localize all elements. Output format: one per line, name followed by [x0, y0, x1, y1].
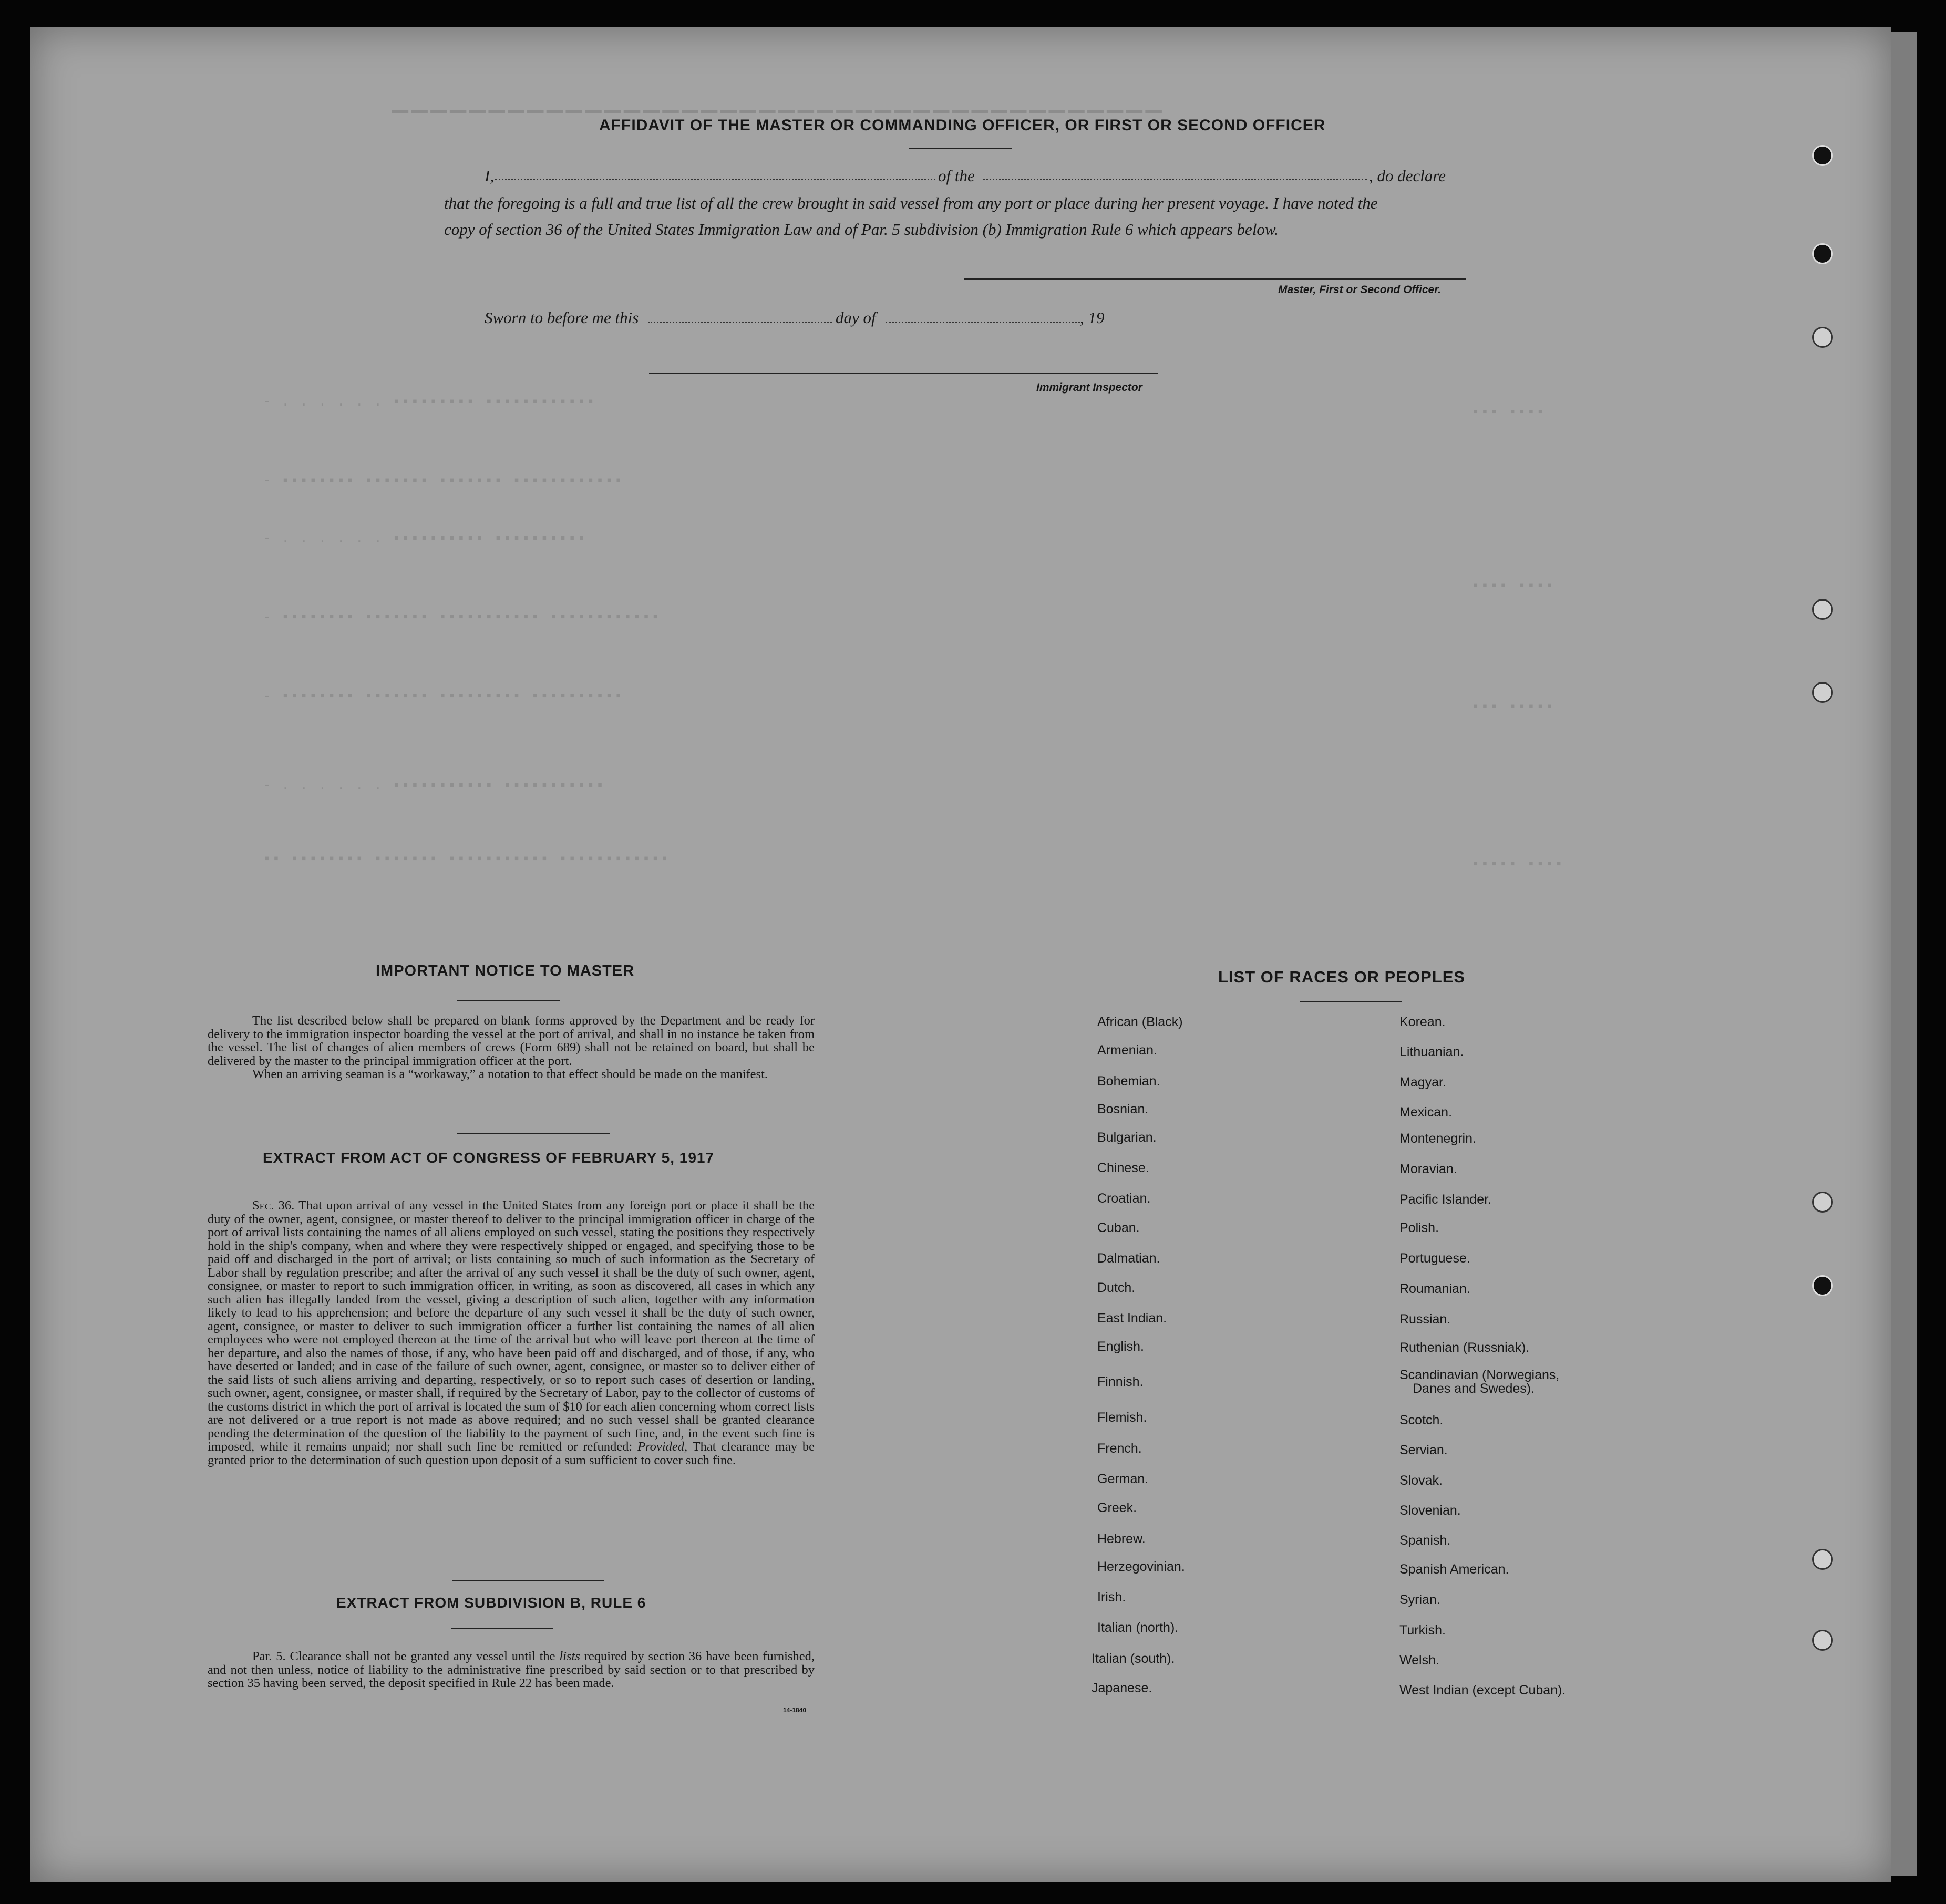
race-item: Montenegrin. — [1399, 1131, 1476, 1146]
binder-hole — [1812, 243, 1833, 264]
bleed-through-heading: ▁▁▁▁▁▁▁▁▁▁▁▁▁▁▁▁▁▁▁▁▁▁▁▁▁▁▁▁▁▁▁▁▁▁▁▁▁▁▁▁ — [389, 90, 1162, 113]
binder-hole — [1812, 682, 1833, 703]
sworn-day-field[interactable] — [648, 322, 832, 323]
provided-word: Provided, — [637, 1440, 688, 1454]
race-item: Bohemian. — [1097, 1074, 1160, 1089]
sec-36-body: That upon arrival of any vessel in the United States from any foreign port or place it shall be the duty of the owner, agent, consignee, or master thereof to deliver to the principal immigration officer in charge of the port of arrival lists containing the names of all aliens employed on such vessel, stating the positions they respectively hold in the ship's company, when and where they were respectively shipped or engaged, and specifying those to be paid off and discharged in the port of arrival; or lists containing so much of such information as the Secretary of Labor shall by regulation prescribe; and after the arrival of any such vessel it shall be the duty of such owner, agent, consignee, or master to report to such immigration officer, in writing, as soon as discovered, all cases in which any such alien has illegally landed from the vessel, giving a description of such alien, together with any information likely to lead to his apprehension; and before the departure of any such vessel it shall be the duty of such owner, agent, consignee, or master to deliver to such immigration officer a further list containing the names of all alien employees who were not employed thereon at the time of the arrival but who will leave port thereon at the time of her departure, and also the names of those, if any, who have been paid off and discharged, and of those, if any, who have deserted or landed; and in case of the failure of such owner, agent, consignee, or master so to deliver either of the said lists of such aliens arriving and departing, respectively, or so to report such cases of desertion or landing, such owner, agent, consignee, or master shall, if required by the Secretary of Labor, pay to the collector of customs of the customs district in which the port of arrival is located the sum of $10 for each alien concerning whom correct lists are not delivered or a true report is not made as above required; and no such vessel shall be granted clearance pending the determination of the question of the liability to the payment of such fine, and, in the event such fine is imposed, while it remains unpaid; nor shall such fine be remitted or refunded: — [208, 1198, 815, 1454]
race-item: East Indian. — [1097, 1311, 1167, 1326]
race-item: Scotch. — [1399, 1413, 1444, 1427]
section-divider — [457, 1133, 610, 1134]
bleed-through-column: ▪▪▪▪ ▪▪▪▪ — [1471, 578, 1555, 594]
binder-hole — [1812, 599, 1833, 620]
notice-body — [208, 1014, 815, 1081]
bleed-through-row: - ▪▪▪▪▪▪▪▪ ▪▪▪▪▪▪▪ ▪▪▪▪▪▪▪▪▪▪▪ ▪▪▪▪▪▪▪▪▪▪▪▪ — [263, 609, 661, 625]
rule-extract-body — [208, 1650, 815, 1690]
race-item: Herzegovinian. — [1097, 1559, 1185, 1574]
notice-paragraph-2: When an arriving seaman is a “workaway,” a notation to that effect should be made on the manifest. — [252, 1067, 768, 1081]
race-item: Scandinavian (Norwegians, — [1399, 1368, 1560, 1382]
year-label: , 19 — [1080, 308, 1105, 327]
notice-paragraph-1: The list described below shall be prepared on blank forms approved by the Department and be ready for delivery to the immigration inspector boarding the vessel at the port of arrival, and shall in no instance be taken from the vessel. The list of changes of alien members of crews (Form 689) shall not be retained on board, but shall be delivered by the master to the principal immigration officer at the port. — [208, 1013, 815, 1068]
rule-paragraph — [208, 1650, 815, 1690]
race-item: West Indian (except Cuban). — [1399, 1683, 1566, 1698]
affidavit-title-underline — [909, 148, 1012, 149]
section-divider — [452, 1580, 604, 1581]
binder-hole — [1812, 1275, 1833, 1296]
notice-title: IMPORTANT NOTICE TO MASTER — [376, 963, 635, 979]
race-item: Russian. — [1399, 1312, 1451, 1327]
act-section-36-text — [208, 1199, 815, 1467]
race-item: German. — [1097, 1472, 1149, 1486]
vessel-name-field[interactable] — [983, 179, 1367, 180]
binder-hole — [1812, 1549, 1833, 1570]
race-item: Chinese. — [1097, 1161, 1149, 1175]
race-item: Slovak. — [1399, 1473, 1443, 1488]
race-item: Spanish American. — [1399, 1562, 1509, 1577]
rule-extract-title: EXTRACT FROM SUBDIVISION B, RULE 6 — [336, 1595, 646, 1611]
race-item: Polish. — [1399, 1220, 1439, 1235]
race-item: Dalmatian. — [1097, 1251, 1160, 1266]
race-item: Welsh. — [1399, 1653, 1439, 1668]
binder-hole — [1812, 327, 1833, 348]
race-item: Turkish. — [1399, 1623, 1446, 1638]
race-item: Moravian. — [1399, 1162, 1457, 1176]
lists-word: lists — [559, 1649, 580, 1663]
race-item: Cuban. — [1097, 1220, 1140, 1235]
race-item: Croatian. — [1097, 1191, 1151, 1206]
sworn-month-field[interactable] — [886, 322, 1080, 323]
sec-36-body-end: That clearance may be granted prior to the determination of such question upon deposit of a sum sufficient to cover such fine. — [208, 1440, 815, 1467]
affidavit-line-1: that the foregoing is a full and true list of all the crew brought in said vessel from any port or place during her present voyage. I have noted the — [444, 194, 1378, 212]
bleed-through-row: ▪▪ ▪▪▪▪▪▪▪▪ ▪▪▪▪▪▪▪ ▪▪▪▪▪▪▪▪▪▪▪ ▪▪▪▪▪▪▪▪▪▪▪▪ — [263, 851, 670, 867]
affidavit-line-2: copy of section 36 of the United States Immigration Law and of Par. 5 subdivision (b) Immigration Rule 6 which appears below. — [444, 220, 1279, 239]
race-item: Slovenian. — [1399, 1503, 1461, 1518]
bleed-through-row: - . . . . . . ▪▪▪▪▪▪▪▪▪▪▪ ▪▪▪▪▪▪▪▪▪▪▪ — [263, 778, 605, 793]
sec-label: Sec. 36. — [252, 1198, 295, 1213]
race-item: Italian (north). — [1097, 1620, 1179, 1635]
bleed-through-column: ▪▪▪ ▪▪▪▪▪ — [1471, 699, 1555, 715]
document-sheet — [30, 27, 1891, 1882]
par5-text: Par. 5. Clearance shall not be granted any vessel until the — [252, 1649, 555, 1663]
rule-extract-underline — [451, 1628, 553, 1629]
binder-hole — [1812, 1192, 1833, 1213]
inspector-signature-line[interactable] — [649, 373, 1158, 374]
race-item: Flemish. — [1097, 1410, 1147, 1425]
notice-title-underline — [457, 1000, 560, 1001]
bleed-through-row: - ▪▪▪▪▪▪▪▪ ▪▪▪▪▪▪▪ ▪▪▪▪▪▪▪▪▪ ▪▪▪▪▪▪▪▪▪▪ — [263, 688, 624, 704]
race-item: Hebrew. — [1097, 1532, 1146, 1546]
inspector-caption: Immigrant Inspector — [1036, 381, 1142, 394]
race-item: Mexican. — [1399, 1105, 1453, 1120]
race-item: Finnish. — [1097, 1374, 1144, 1389]
race-item: Dutch. — [1097, 1280, 1136, 1295]
day-of-label: day of — [836, 308, 876, 327]
race-item: Portuguese. — [1399, 1251, 1470, 1266]
race-item: Pacific Islander. — [1399, 1192, 1492, 1207]
races-title: LIST OF RACES OR PEOPLES — [1218, 968, 1466, 986]
binder-hole — [1812, 1630, 1833, 1651]
race-item: Greek. — [1097, 1501, 1137, 1515]
race-item: Roumanian. — [1399, 1281, 1470, 1296]
master-signature-caption: Master, First or Second Officer. — [1278, 284, 1442, 296]
race-item: African (Black) — [1097, 1015, 1183, 1029]
race-item: Italian (south). — [1092, 1651, 1175, 1666]
race-item: Bosnian. — [1097, 1102, 1149, 1116]
form-number: 14-1840 — [783, 1706, 807, 1714]
race-item: Ruthenian (Russniak). — [1399, 1340, 1530, 1355]
race-item: Servian. — [1399, 1443, 1448, 1457]
master-signature-line[interactable] — [964, 278, 1466, 280]
race-item: Lithuanian. — [1399, 1044, 1464, 1059]
act-extract-title: EXTRACT FROM ACT OF CONGRESS OF FEBRUARY 5, 1917 — [263, 1150, 715, 1166]
binder-hole — [1812, 145, 1833, 166]
affidavit-of-the-label: of the — [938, 167, 975, 185]
bleed-through-row: - ▪▪▪▪▪▪▪▪ ▪▪▪▪▪▪▪ ▪▪▪▪▪▪▪ ▪▪▪▪▪▪▪▪▪▪▪▪ — [263, 473, 624, 489]
race-item: Spanish. — [1399, 1533, 1451, 1548]
bleed-through-column: ▪▪▪ ▪▪▪▪ — [1471, 405, 1546, 420]
affidavit-do-declare: , do declare — [1369, 167, 1446, 185]
affidavit-i-label: I, — [485, 167, 495, 185]
master-name-field[interactable] — [495, 179, 935, 180]
bleed-through-column: ▪▪▪▪▪ ▪▪▪▪ — [1471, 856, 1564, 872]
race-item: Bulgarian. — [1097, 1130, 1157, 1145]
race-item: Magyar. — [1399, 1075, 1446, 1090]
race-item: Japanese. — [1092, 1681, 1152, 1695]
bleed-through-row: - . . . . . . ▪▪▪▪▪▪▪▪▪▪ ▪▪▪▪▪▪▪▪▪▪ — [263, 531, 587, 546]
race-item: Danes and Swedes). — [1413, 1381, 1535, 1396]
bleed-through-row: - . . . . . . ▪▪▪▪▪▪▪▪▪ ▪▪▪▪▪▪▪▪▪▪▪▪ — [263, 394, 596, 410]
sworn-label: Sworn to before me this — [485, 308, 639, 327]
race-item: Irish. — [1097, 1590, 1126, 1605]
race-item: French. — [1097, 1441, 1142, 1456]
race-item: Syrian. — [1399, 1592, 1440, 1607]
par5-text-end: required by section 36 have been furnished, and not then unless, notice of liability to the administrative fine prescribed by said section or to that prescribed by section 35 having been served, the deposit specified in Rule 22 has been made. — [208, 1649, 815, 1690]
race-item: English. — [1097, 1339, 1144, 1354]
races-title-underline — [1300, 1001, 1402, 1002]
race-item: Korean. — [1399, 1015, 1446, 1029]
act-extract-body — [208, 1199, 815, 1467]
race-item: Armenian. — [1097, 1043, 1157, 1058]
affidavit-title: AFFIDAVIT OF THE MASTER OR COMMANDING OFFICER, OR FIRST OR SECOND OFFICER — [599, 117, 1326, 134]
